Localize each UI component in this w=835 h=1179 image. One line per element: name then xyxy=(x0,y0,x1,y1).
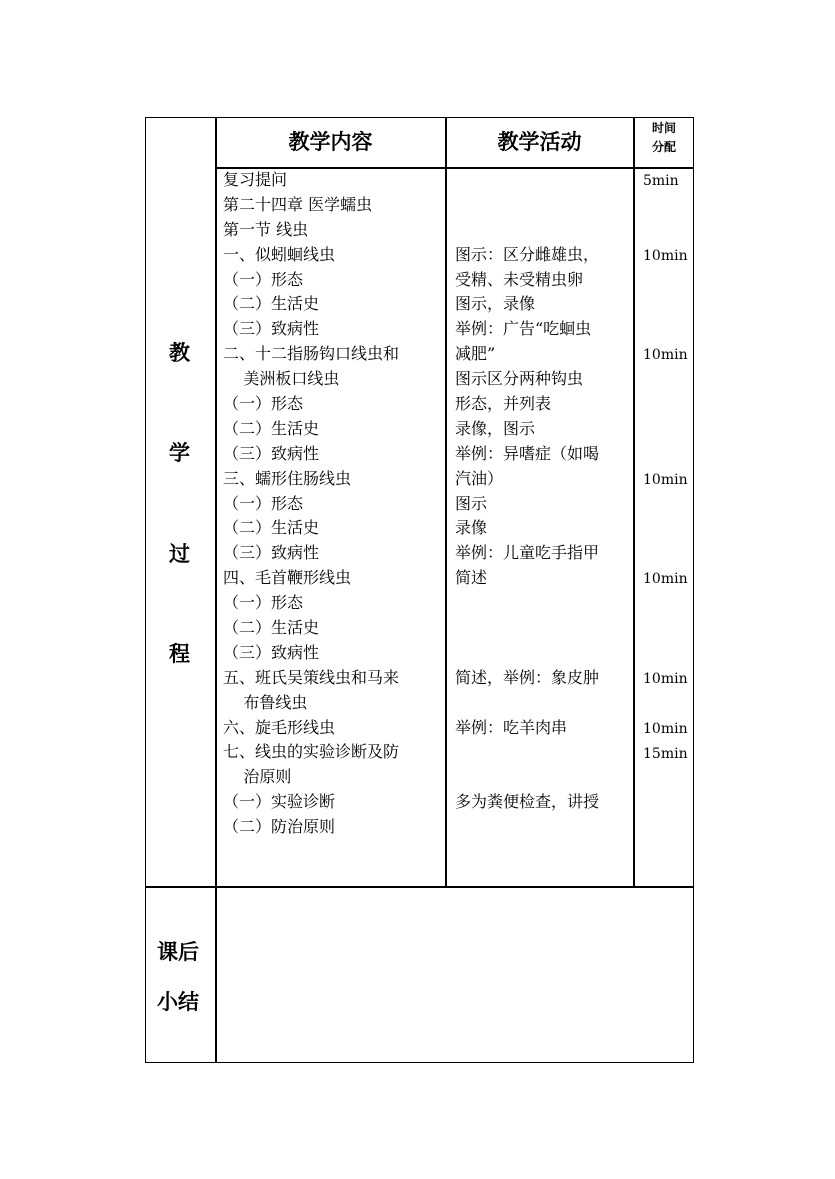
content-line: （二）生活史 xyxy=(223,518,320,538)
summary-row-divider xyxy=(145,886,694,888)
activity-line xyxy=(455,591,633,616)
summary-label-line2: 小结 xyxy=(157,990,199,1014)
activity-line: 举例：儿童吃手指甲 xyxy=(455,543,600,563)
content-line: 四、毛首鞭形线虫 xyxy=(223,568,352,588)
summary-label-line1: 课后 xyxy=(157,940,199,964)
activity-line xyxy=(455,641,633,666)
content-line: 第二十四章 医学蠕虫 xyxy=(223,194,373,214)
time-entry: 15min xyxy=(643,745,688,762)
content-column-divider xyxy=(445,117,447,887)
content-line: （二）防治原则 xyxy=(223,817,336,837)
content-line: 一、似蚓蛔线虫 xyxy=(223,244,336,264)
activity-line xyxy=(455,193,633,218)
content-line: （一）形态 xyxy=(223,593,304,613)
activity-line: 图示 xyxy=(455,493,488,513)
activity-line: 图示，录像 xyxy=(455,294,536,314)
content-line: 五、班氏吴策线虫和马来 xyxy=(223,667,400,687)
process-label-char-2: 学 xyxy=(169,441,190,465)
content-line: （二）生活史 xyxy=(223,294,320,314)
activity-line: 减肥” xyxy=(455,344,496,364)
activity-line: 举例：广告“吃蛔虫 xyxy=(455,319,592,339)
content-line: （一）形态 xyxy=(223,493,304,513)
time-entry: 10min xyxy=(643,671,688,687)
activity-line: 举例：异嗜症（如喝 xyxy=(455,443,600,463)
activity-line xyxy=(455,815,633,840)
content-line: 治原则 xyxy=(223,767,292,787)
process-label-char-3: 过 xyxy=(169,542,190,566)
activity-line: 受精、未受精虫卵 xyxy=(455,269,584,289)
activity-line: 图示：区分雌雄虫， xyxy=(455,244,600,264)
time-entry: 10min xyxy=(643,247,688,264)
activity-line: 录像，图示 xyxy=(455,418,536,438)
activity-line: 录像 xyxy=(455,518,488,538)
content-line: 七、线虫的实验诊断及防 xyxy=(223,742,400,762)
content-line: （三）致病性 xyxy=(223,443,320,463)
process-label-char-1: 教 xyxy=(169,341,190,365)
time-entry: 10min xyxy=(643,471,688,488)
content-line: （二）生活史 xyxy=(223,418,320,438)
activity-line xyxy=(455,218,633,243)
content-line: （三）致病性 xyxy=(223,543,320,563)
content-line: 美洲板口线虫 xyxy=(223,369,340,389)
content-column-title: 教学内容 xyxy=(288,130,373,154)
activity-line xyxy=(455,616,633,641)
content-line: （一）实验诊断 xyxy=(223,792,336,812)
teaching-content-column xyxy=(223,168,443,840)
time-entry: 10min xyxy=(643,347,688,364)
content-line: 二、十二指肠钩口线虫和 xyxy=(223,344,400,364)
activity-line: 多为粪便检查，讲授 xyxy=(455,792,600,812)
content-line: （二）生活史 xyxy=(223,618,320,638)
content-line: 第一节 线虫 xyxy=(223,219,309,239)
activity-line: 汽油） xyxy=(455,468,504,488)
content-line: 三、蠕形住肠线虫 xyxy=(223,468,352,488)
activity-line: 举例：吃羊肉串 xyxy=(455,717,568,737)
activity-line xyxy=(455,765,633,790)
activity-column-title: 教学活动 xyxy=(497,130,582,154)
activity-line: 形态，并列表 xyxy=(455,394,552,414)
content-line: 六、旋毛形线虫 xyxy=(223,717,336,737)
content-line: （一）形态 xyxy=(223,269,304,289)
content-line: 复习提问 xyxy=(223,170,288,189)
teaching-activity-column xyxy=(455,168,633,840)
time-title-line2: 分配 xyxy=(651,140,676,154)
time-entry: 10min xyxy=(643,571,688,588)
process-label-char-4: 程 xyxy=(169,642,190,666)
left-column-divider xyxy=(215,117,217,1063)
time-title-line1: 时间 xyxy=(651,121,676,135)
time-column-title xyxy=(634,119,694,157)
time-entry: 5min xyxy=(643,173,679,189)
activity-line: 简述 xyxy=(455,568,488,588)
activity-line xyxy=(455,691,633,716)
time-entry: 10min xyxy=(643,720,688,737)
activity-line: 简述，举例：象皮肿 xyxy=(455,667,600,687)
content-line: （一）形态 xyxy=(223,394,304,414)
time-allocation-column xyxy=(634,168,694,868)
activity-line xyxy=(455,168,633,193)
activity-line xyxy=(455,740,633,765)
content-line: 布鲁线虫 xyxy=(223,692,308,712)
content-line: （三）致病性 xyxy=(223,642,320,662)
activity-line: 图示区分两种钩虫 xyxy=(455,369,584,389)
content-line: （三）致病性 xyxy=(223,319,320,339)
